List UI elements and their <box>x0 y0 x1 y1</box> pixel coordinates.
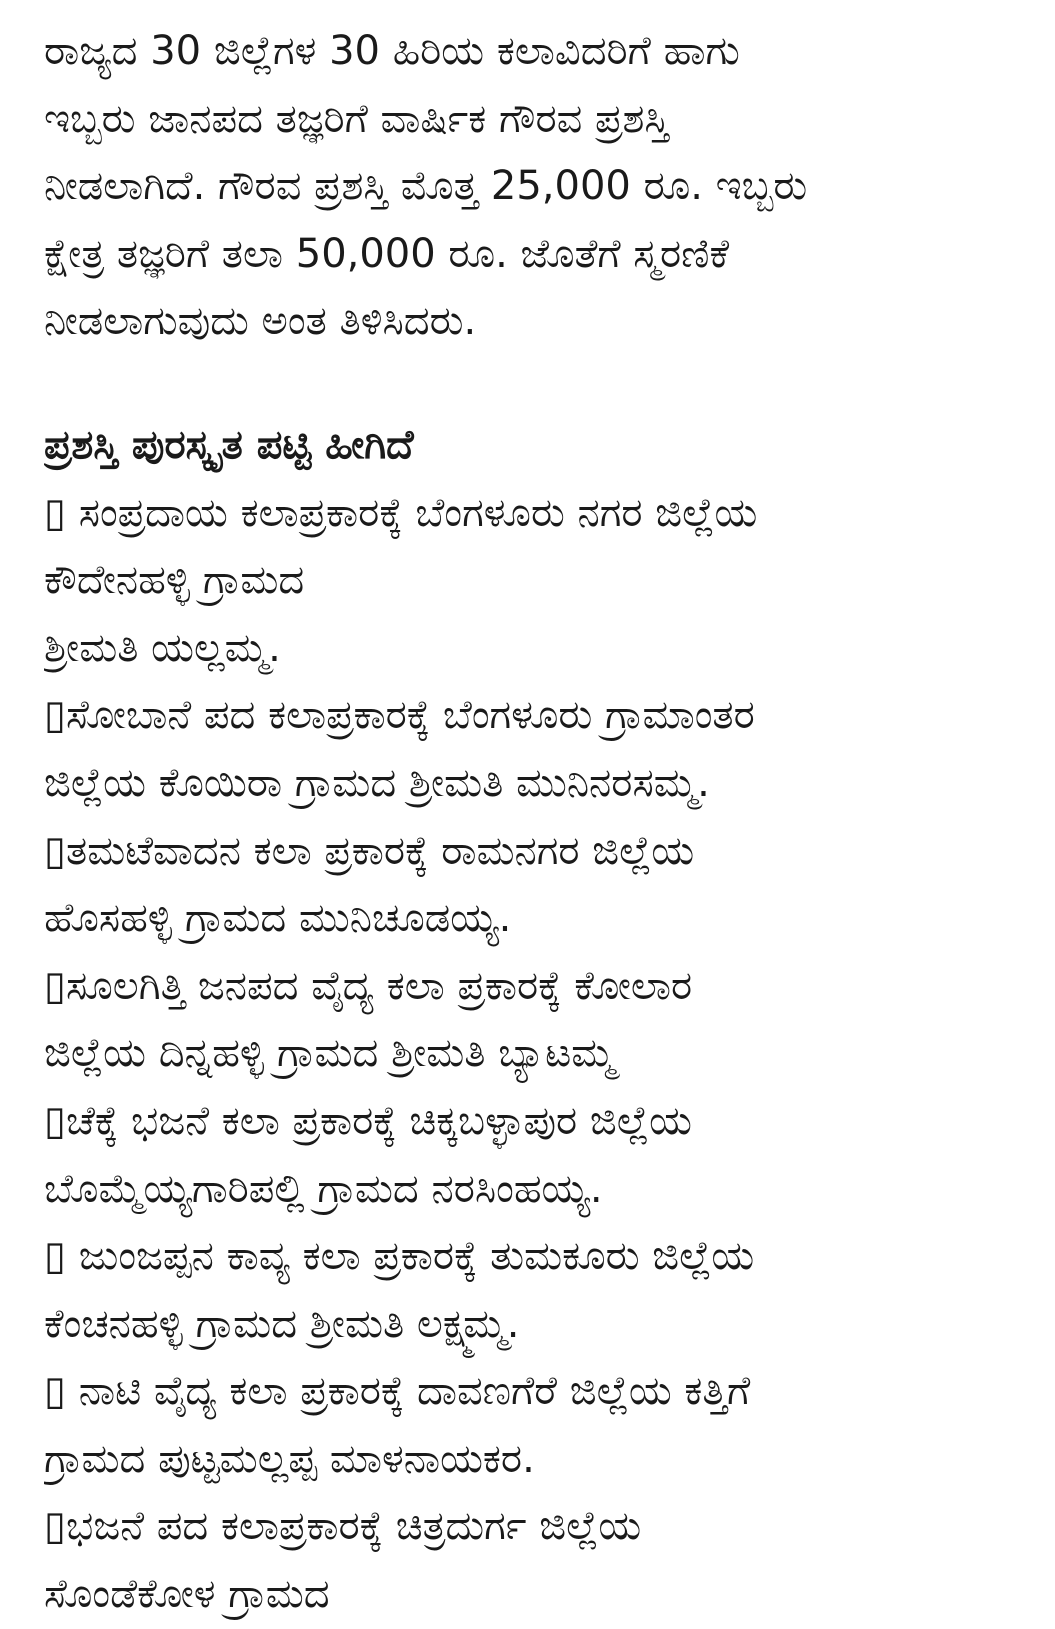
list-item-line: ಜಿಲ್ಲೆಯ ಕೊಯಿರಾ ಗ್ರಾಮದ ಶ್ರೀಮತಿ ಮುನಿನರಸಮ್ಮ. <box>44 759 710 806</box>
list-item-line: ಕೆಂಚನಹಳ್ಳಿ ಗ್ರಾಮದ ಶ್ರೀಮತಿ ಲಕ್ಷ್ಮಮ್ಮ. <box>44 1300 520 1347</box>
list-item-line: ಹೊಸಹಳ್ಳಿ ಗ್ರಾಮದ ಮುನಿಚೂಡಯ್ಯ. <box>44 895 512 942</box>
list-item-line: ಬೊಮ್ಮೆಯ್ಯಗಾರಿಪಲ್ಲಿ ಗ್ರಾಮದ ನರಸಿಂಹಯ್ಯ. <box>44 1165 603 1212</box>
awardees-list <box>44 480 1011 1629</box>
intro-paragraph <box>44 18 1011 356</box>
awardees-heading: ಪ್ರಶಸ್ತಿ ಪುರಸ್ಕೃತ ಪಟ್ಟಿ ಹೀಗಿದೆ <box>44 421 414 468</box>
intro-line: ರಾಜ್ಯದ 30 ಜಿಲ್ಲೆಗಳ 30 ಹಿರಿಯ ಕಲಾವಿದರಿಗೆ ಹಾಗು <box>44 28 740 74</box>
list-item-line: ▯ಸೂಲಗಿತ್ತಿ ಜನಪದ ವೈದ್ಯ ಕಲಾ ಪ್ರಕಾರಕ್ಕೆ ಕೋಲಾರ <box>44 962 693 1009</box>
list-item-line: ಗ್ರಾಮದ ಪುಟ್ಟಮಲ್ಲಪ್ಪ ಮಾಳನಾಯಕರ. <box>44 1435 535 1482</box>
list-item-line: ▯ತಮಟೆವಾದನ ಕಲಾ ಪ್ರಕಾರಕ್ಕೆ ರಾಮನಗರ ಜಿಲ್ಲೆಯ <box>44 827 695 874</box>
list-item-line: ▯ಚೆಕ್ಕೆ ಭಜನೆ ಕಲಾ ಪ್ರಕಾರಕ್ಕೆ ಚಿಕ್ಕಬಳ್ಳಾಪುರ ಜಿಲ್ಲೆಯ <box>44 1097 692 1144</box>
intro-line: ಇಬ್ಬರು ಜಾನಪದ ತಜ್ಞರಿಗೆ ವಾರ್ಷಿಕ ಗೌರವ ಪ್ರಶಸ್ತಿ <box>44 95 670 142</box>
list-item-line: ಜಿಲ್ಲೆಯ ದಿನ್ನಹಳ್ಳಿ ಗ್ರಾಮದ ಶ್ರೀಮತಿ ಬ್ಯಾಟಮ್ಮ <box>44 1030 615 1077</box>
list-item-line: ▯ ಸಂಪ್ರದಾಯ ಕಲಾಪ್ರಕಾರಕ್ಕೆ ಬೆಂಗಳೂರು ನಗರ ಜಿಲ್ಲೆಯ <box>44 489 758 536</box>
intro-line: ಕ್ಷೇತ್ರ ತಜ್ಞರಿಗೆ ತಲಾ 50,000 ರೂ. ಜೊತೆಗೆ ಸ್ಮರಣಿಕೆ <box>44 230 730 277</box>
list-item-line: ಕೌದೇನಹಳ್ಳಿ ಗ್ರಾಮದ <box>44 557 305 604</box>
list-item-line: ಶ್ರೀಮತಿ ಯಲ್ಲಮ್ಮ. <box>44 624 281 671</box>
list-item-line: ▯ ನಾಟಿ ವೈದ್ಯ ಕಲಾ ಪ್ರಕಾರಕ್ಕೆ ದಾವಣಗೆರೆ ಜಿಲ್ಲೆಯ ಕತ್ತಿಗೆ <box>44 1368 751 1415</box>
list-item-line: ▯ ಜುಂಜಪ್ಪನ ಕಾವ್ಯ ಕಲಾ ಪ್ರಕಾರಕ್ಕೆ ತುಮಕೂರು ಜಿಲ್ಲೆಯ <box>44 1233 755 1280</box>
list-item-line: ▯ಭಜನೆ ಪದ ಕಲಾಪ್ರಕಾರಕ್ಕೆ ಚಿತ್ರದುರ್ಗ ಜಿಲ್ಲೆಯ <box>44 1503 642 1550</box>
list-item-line: ▯ಸೋಬಾನೆ ಪದ ಕಲಾಪ್ರಕಾರಕ್ಕೆ ಬೆಂಗಳೂರು ಗ್ರಾಮಾಂತರ <box>44 692 755 739</box>
list-item-line: ಸೊಂಡೆಕೋಳ ಗ್ರಾಮದ <box>44 1571 330 1618</box>
intro-line: ನೀಡಲಾಗಿದೆ. ಗೌರವ ಪ್ರಶಸ್ತಿ ಮೊತ್ತ 25,000 ರೂ. ಇಬ್ಬರು <box>44 163 808 210</box>
intro-line: ನೀಡಲಾಗುವುದು ಅಂತ ತಿಳಿಸಿದರು. <box>44 298 477 345</box>
